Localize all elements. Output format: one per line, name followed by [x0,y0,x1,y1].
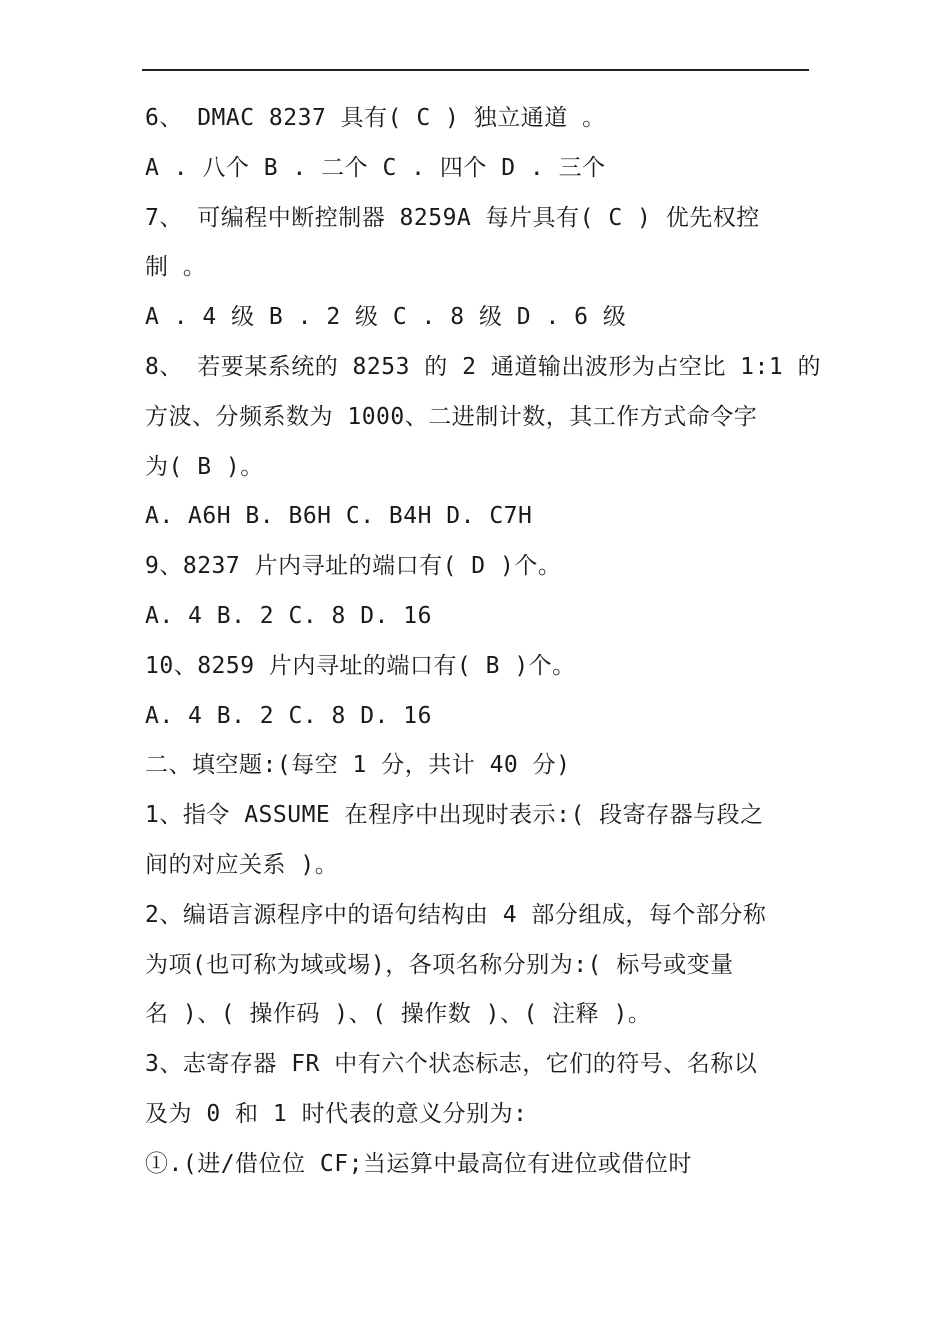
question-8-continued-2: 为( B )。 [145,453,264,480]
section-heading-fill-in: 二、填空题:(每空 1 分，共计 40 分) [145,752,571,779]
question-7-continued: 制 。 [145,254,207,281]
question-7-options: A . 4 级 B . 2 级 C . 8 级 D . 6 级 [145,304,627,331]
question-10: 10、8259 片内寻址的端口有( B )个。 [145,652,576,679]
question-8-continued: 方波、分频系数为 1000、二进制计数，其工作方式命令字 [145,403,758,430]
fill-question-1: 1、指令 ASSUME 在程序中出现时表示:( 段寄存器与段之 [145,802,764,829]
fill-question-1-continued: 间的对应关系 )。 [145,851,339,878]
fill-question-3: 3、志寄存器 FR 中有六个状态标志，它们的符号、名称以 [145,1051,758,1078]
question-10-options: A. 4 B. 2 C. 8 D. 16 [145,702,432,729]
fill-question-3-continued: 及为 0 和 1 时代表的意义分别为: [145,1100,528,1127]
fill-question-2-continued-2: 名 )、( 操作码 )、( 操作数 )、( 注释 )。 [145,1001,652,1028]
question-6: 6、 DMAC 8237 具有( C ) 独立通道 。 [145,105,606,131]
fill-question-2: 2、编语言源程序中的语句结构由 4 部分组成，每个部分称 [145,901,767,928]
question-8-options: A. A6H B. B6H C. B4H D. C7H [145,503,533,530]
header-rule [142,69,809,71]
question-9-options: A. 4 B. 2 C. 8 D. 16 [145,602,432,629]
question-7: 7、 可编程中断控制器 8259A 每片具有( C ) 优先权控 [145,204,760,231]
fill-question-3-item-1: ①.(进/借位位 CF;当运算中最高位有进位或借位时 [145,1150,692,1177]
question-8: 8、 若要某系统的 8253 的 2 通道输出波形为占空比 1:1 的 [145,353,822,380]
question-9: 9、8237 片内寻址的端口有( D )个。 [145,553,562,580]
fill-question-2-continued: 为项(也可称为域或埸)，各项名称分别为:( 标号或变量 [145,951,734,978]
document-body [145,94,822,1190]
question-6-options: A . 八个 B . 二个 C . 四个 D . 三个 [145,154,606,181]
